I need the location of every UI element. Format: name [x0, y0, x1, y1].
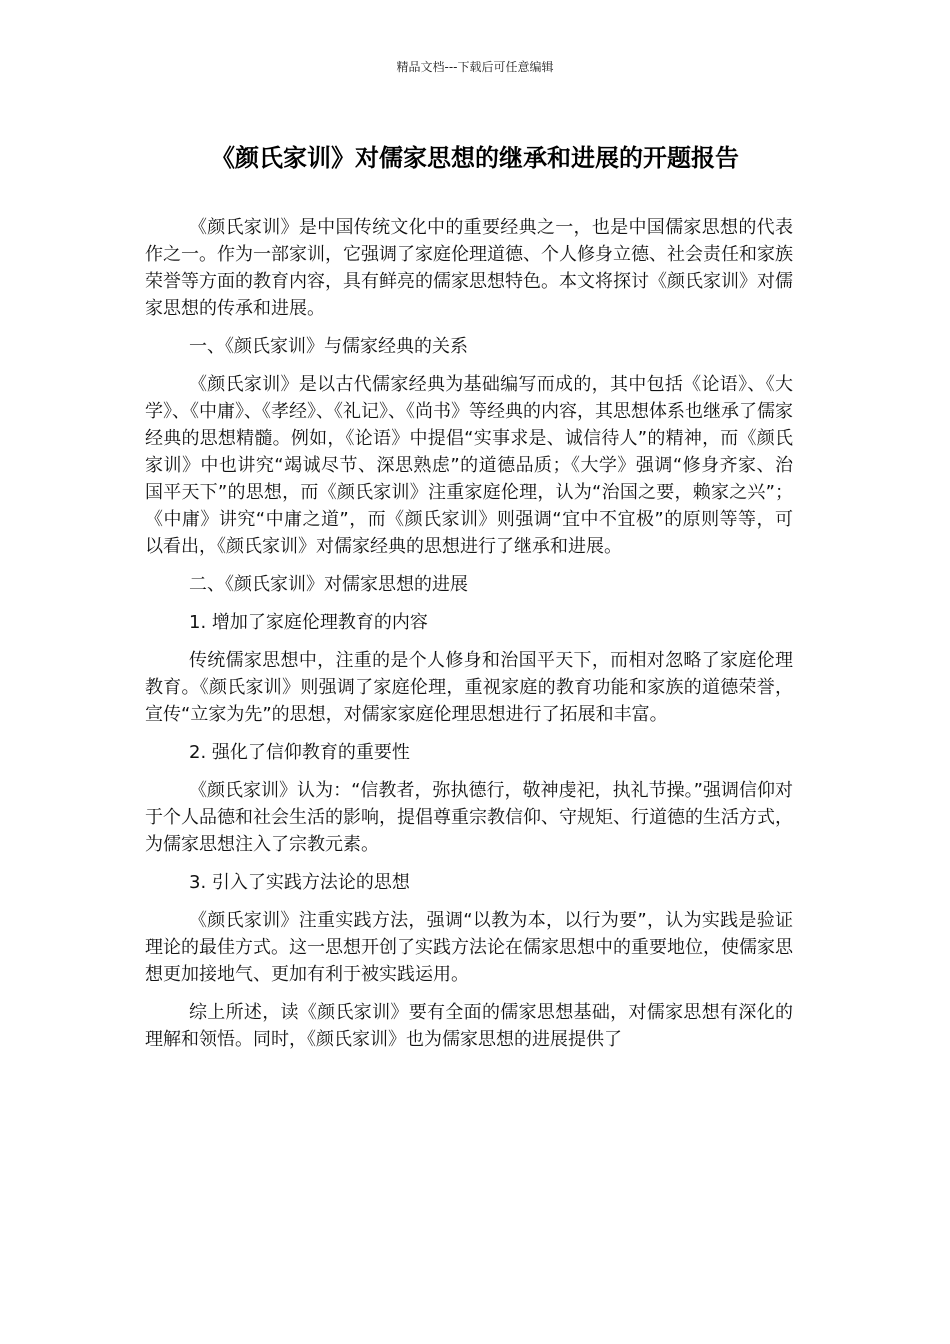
subsection-2-paragraph: 《颜氏家训》认为：“信教者，弥执德行，敬神虔祀，执礼节操。”强调信仰对于个人品德和社会生活的影响，提倡尊重宗教信仰、守规矩、行道德的生活方式，为儒家思想注入了宗教元素。 [145, 780, 793, 855]
subsection-1-paragraph: 传统儒家思想中，注重的是个人修身和治国平天下，而相对忽略了家庭伦理教育。《颜氏家训》则强调了家庭伦理，重视家庭的教育功能和家族的道德荣誉，宣传“立家为先”的思想，对儒家家庭伦理思想进行了拓展和丰富。 [145, 650, 793, 725]
intro-paragraph: 《颜氏家训》是中国传统文化中的重要经典之一，也是中国儒家思想的代表作之一。作为一部家训，它强调了家庭伦理道德、个人修身立德、社会责任和家族荣誉等方面的教育内容，具有鲜亮的儒家思想特色。本文将探讨《颜氏家训》对儒家思想的传承和进展。 [145, 217, 793, 319]
section-heading-1: 一、《颜氏家训》与儒家经典的关系 [189, 336, 468, 357]
document-title: 《颜氏家训》对儒家思想的继承和进展的开题报告 [211, 144, 739, 172]
subsection-heading-3: 3. 引入了实践方法论的思想 [189, 872, 410, 893]
document-body [145, 214, 793, 1064]
subsection-heading-1: 1. 增加了家庭伦理教育的内容 [189, 612, 428, 633]
section-1-paragraph: 《颜氏家训》是以古代儒家经典为基础编写而成的，其中包括《论语》、《大学》、《中庸》、《孝经》、《礼记》、《尚书》等经典的内容，其思想体系也继承了儒家经典的思想精髓。例如，《论语》中提倡“实事求是、诚信待人”的精神，而《颜氏家训》中也讲究“竭诚尽节、深思熟虑”的道德品质；《大学》强调“修身齐家、治国平天下”的思想，而《颜氏家训》注重家庭伦理，认为“治国之要，赖家之兴”；《中庸》讲究“中庸之道”，而《颜氏家训》则强调“宜中不宜极”的原则等等，可以看出，《颜氏家训》对儒家经典的思想进行了继承和进展。 [145, 374, 793, 557]
page-header: 精品文档---下载后可任意编辑 [396, 60, 554, 74]
section-heading-2: 二、《颜氏家训》对儒家思想的进展 [189, 574, 468, 595]
subsection-heading-2: 2. 强化了信仰教育的重要性 [189, 742, 410, 763]
subsection-3-paragraph: 《颜氏家训》注重实践方法，强调“以教为本，以行为要”，认为实践是验证理论的最佳方式。这一思想开创了实践方法论在儒家思想中的重要地位，使儒家思想更加接地气、更加有利于被实践运用。 [145, 910, 793, 985]
conclusion-paragraph: 综上所述，读《颜氏家训》要有全面的儒家思想基础，对儒家思想有深化的理解和领悟。同时，《颜氏家训》也为儒家思想的进展提供了 [145, 1002, 793, 1050]
